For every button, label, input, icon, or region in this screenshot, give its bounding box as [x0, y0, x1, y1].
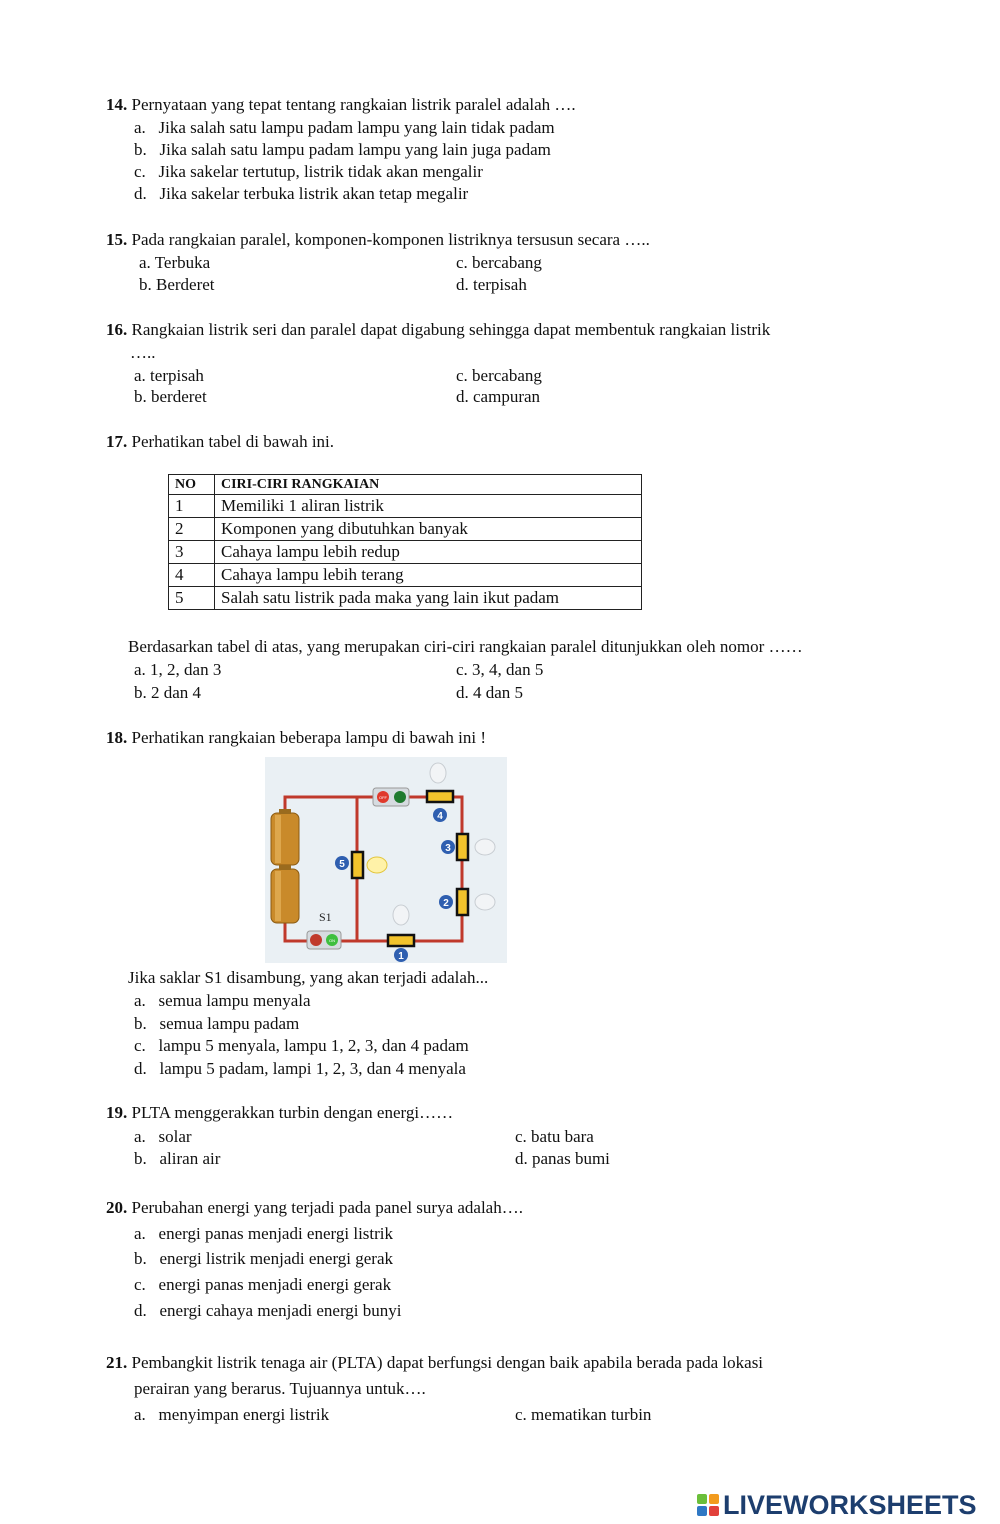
option-letter: d.	[134, 1301, 147, 1320]
q14-option-a[interactable]	[134, 117, 555, 139]
table-cell-criteria: Komponen yang dibutuhkan banyak	[215, 518, 642, 541]
q16-option-c[interactable]: c. bercabang	[456, 366, 542, 385]
q18-number: 18.	[106, 728, 128, 747]
q18-option-c[interactable]	[134, 1035, 469, 1057]
lamp-number-2: 2	[443, 898, 449, 909]
table-row	[169, 495, 642, 518]
q17-stem	[106, 431, 334, 453]
q18-option-d[interactable]	[134, 1058, 466, 1080]
option-letter: b.	[134, 1149, 147, 1168]
q16-stem-continuation: …..	[130, 343, 156, 362]
q16-stem	[106, 319, 770, 341]
q19-option-d[interactable]	[515, 1148, 610, 1170]
q15-text: Pada rangkaian paralel, komponen-komponen listriknya tersusun secara …..	[131, 230, 650, 249]
q21-number: 21.	[106, 1353, 128, 1372]
q18-option-a[interactable]	[134, 990, 311, 1012]
switch-s1-on-label: ON	[329, 938, 335, 943]
option-text: Jika salah satu lampu padam lampu yang lain tidak padam	[158, 118, 555, 137]
q21-option-a[interactable]	[134, 1404, 329, 1426]
q21-stem	[106, 1352, 763, 1374]
switch-s1-label: S1	[319, 910, 332, 924]
option-letter: b.	[134, 1249, 147, 1268]
option-text: lampu 5 menyala, lampu 1, 2, 3, dan 4 padam	[158, 1036, 469, 1055]
q18-question: Jika saklar S1 disambung, yang akan terjadi adalah...	[128, 968, 489, 987]
lamp-number-1: 1	[398, 951, 404, 962]
q17-option-d[interactable]: d. 4 dan 5	[456, 683, 524, 702]
option-letter: a.	[134, 118, 146, 137]
table-cell-criteria: Salah satu listrik pada maka yang lain ikut padam	[215, 587, 642, 610]
option-letter: d.	[134, 1059, 147, 1078]
logo-mark-orange	[709, 1494, 719, 1504]
table-row	[169, 518, 642, 541]
q17-option-c[interactable]: c. 3, 4, dan 5	[456, 660, 544, 679]
lamp-number-4: 4	[437, 811, 443, 822]
table-header-no: NO	[169, 475, 215, 495]
q19-stem	[106, 1102, 453, 1124]
q14-option-c[interactable]	[134, 161, 483, 183]
q19-option-a[interactable]	[134, 1126, 192, 1148]
table-header-criteria: CIRI-CIRI RANGKAIAN	[215, 475, 642, 495]
q17-text: Perhatikan tabel di bawah ini.	[131, 432, 335, 451]
q17-question: Berdasarkan tabel di atas, yang merupakan ciri-ciri rangkaian paralel ditunjukkan oleh nomor ……	[128, 637, 803, 656]
q20-option-a[interactable]	[134, 1223, 393, 1245]
option-letter: a.	[134, 1224, 146, 1243]
q14-text: Pernyataan yang tepat tentang rangkaian listrik paralel adalah ….	[131, 95, 576, 114]
table-header-row	[169, 475, 642, 495]
q21-text: Pembangkit listrik tenaga air (PLTA) dapat berfungsi dengan baik apabila berada pada lokasi	[131, 1353, 764, 1372]
option-text: energi cahaya menjadi energi bunyi	[159, 1301, 402, 1320]
table-cell-no: 3	[169, 541, 215, 564]
option-text: menyimpan energi listrik	[158, 1405, 330, 1424]
option-text: aliran air	[159, 1149, 221, 1168]
criteria-table	[168, 474, 642, 610]
logo-mark-green	[697, 1494, 707, 1504]
q15-option-c[interactable]: c. bercabang	[456, 253, 542, 272]
option-text: semua lampu padam	[159, 1014, 300, 1033]
q20-stem	[106, 1197, 523, 1219]
table-row	[169, 564, 642, 587]
option-letter: d.	[134, 184, 147, 203]
q14-option-b[interactable]	[134, 139, 551, 161]
option-letter: c.	[515, 1405, 527, 1424]
q20-text: Perubahan energi yang terjadi pada panel surya adalah….	[131, 1198, 523, 1217]
option-text: batu bara	[531, 1127, 594, 1146]
table-cell-no: 2	[169, 518, 215, 541]
table-row	[169, 541, 642, 564]
q20-option-b[interactable]	[134, 1248, 393, 1270]
q19-number: 19.	[106, 1103, 128, 1122]
q20-number: 20.	[106, 1198, 128, 1217]
q20-option-c[interactable]	[134, 1274, 391, 1296]
q16-option-a[interactable]: a. terpisah	[134, 366, 204, 385]
q17-option-a[interactable]: a. 1, 2, dan 3	[134, 660, 222, 679]
option-letter: b.	[134, 140, 147, 159]
q16-option-b[interactable]: b. berderet	[134, 387, 207, 406]
option-text: panas bumi	[532, 1149, 610, 1168]
table-cell-criteria: Cahaya lampu lebih redup	[215, 541, 642, 564]
q18-stem	[106, 727, 486, 749]
table-row	[169, 587, 642, 610]
q17-option-b[interactable]: b. 2 dan 4	[134, 683, 202, 702]
q15-stem	[106, 229, 650, 251]
q16-text: Rangkaian listrik seri dan paralel dapat digabung sehingga dapat membentuk rangkaian listrik	[131, 320, 771, 339]
option-letter: c.	[134, 1275, 146, 1294]
q15-number: 15.	[106, 230, 128, 249]
logo-text: LIVEWORKSHEETS	[723, 1490, 977, 1520]
option-letter: c.	[134, 1036, 146, 1055]
lamp-number-5: 5	[339, 859, 345, 870]
option-letter: d.	[515, 1149, 528, 1168]
option-text: Jika sakelar tertutup, listrik tidak akan mengalir	[158, 162, 483, 181]
table-cell-no: 4	[169, 564, 215, 587]
option-text: semua lampu menyala	[158, 991, 311, 1010]
table-cell-no: 1	[169, 495, 215, 518]
q14-number: 14.	[106, 95, 128, 114]
option-letter: b.	[134, 1014, 147, 1033]
option-letter: a.	[134, 1405, 146, 1424]
option-text: energi panas menjadi energi gerak	[158, 1275, 392, 1294]
option-text: mematikan turbin	[531, 1405, 652, 1424]
option-text: Jika salah satu lampu padam lampu yang lain juga padam	[159, 140, 551, 159]
q15-option-a[interactable]: a. Terbuka	[139, 253, 211, 272]
option-text: energi listrik menjadi energi gerak	[159, 1249, 394, 1268]
q14-stem	[106, 94, 576, 116]
option-text: lampu 5 padam, lampi 1, 2, 3, dan 4 menyala	[159, 1059, 466, 1078]
q19-text: PLTA menggerakkan turbin dengan energi……	[131, 1103, 454, 1122]
q21-option-c[interactable]	[515, 1404, 651, 1426]
logo-mark-icon	[697, 1494, 719, 1516]
q18-text: Perhatikan rangkaian beberapa lampu di bawah ini !	[131, 728, 487, 747]
table-cell-criteria: Cahaya lampu lebih terang	[215, 564, 642, 587]
option-letter: a.	[134, 991, 146, 1010]
liveworksheets-logo[interactable]	[697, 1490, 977, 1520]
top-switch-off-label: OFF	[379, 795, 387, 800]
q20-option-d[interactable]	[134, 1300, 402, 1322]
q18-option-b[interactable]	[134, 1013, 299, 1035]
option-text: Jika sakelar terbuka listrik akan tetap megalir	[159, 184, 469, 203]
q17-number: 17.	[106, 432, 128, 451]
circuit-diagram	[265, 757, 507, 963]
q16-number: 16.	[106, 320, 128, 339]
switch-s1-icon	[307, 931, 341, 949]
option-letter: a.	[134, 1127, 146, 1146]
q19-option-c[interactable]	[515, 1126, 594, 1148]
table-cell-no: 5	[169, 587, 215, 610]
top-switch-icon	[373, 788, 409, 806]
lamp-number-3: 3	[445, 843, 451, 854]
option-letter: c.	[134, 162, 146, 181]
option-text: energi panas menjadi energi listrik	[158, 1224, 394, 1243]
table-cell-criteria: Memiliki 1 aliran listrik	[215, 495, 642, 518]
q21-stem-continuation: perairan yang berarus. Tujuannya untuk….	[134, 1379, 426, 1398]
q16-option-d[interactable]: d. campuran	[456, 387, 541, 406]
logo-mark-blue	[697, 1506, 707, 1516]
option-letter: c.	[515, 1127, 527, 1146]
q15-option-d[interactable]: d. terpisah	[456, 275, 527, 294]
logo-mark-red	[709, 1506, 719, 1516]
q15-option-b[interactable]: b. Berderet	[139, 275, 215, 294]
q14-option-d[interactable]	[134, 183, 468, 205]
option-text: solar	[158, 1127, 192, 1146]
q19-option-b[interactable]	[134, 1148, 220, 1170]
